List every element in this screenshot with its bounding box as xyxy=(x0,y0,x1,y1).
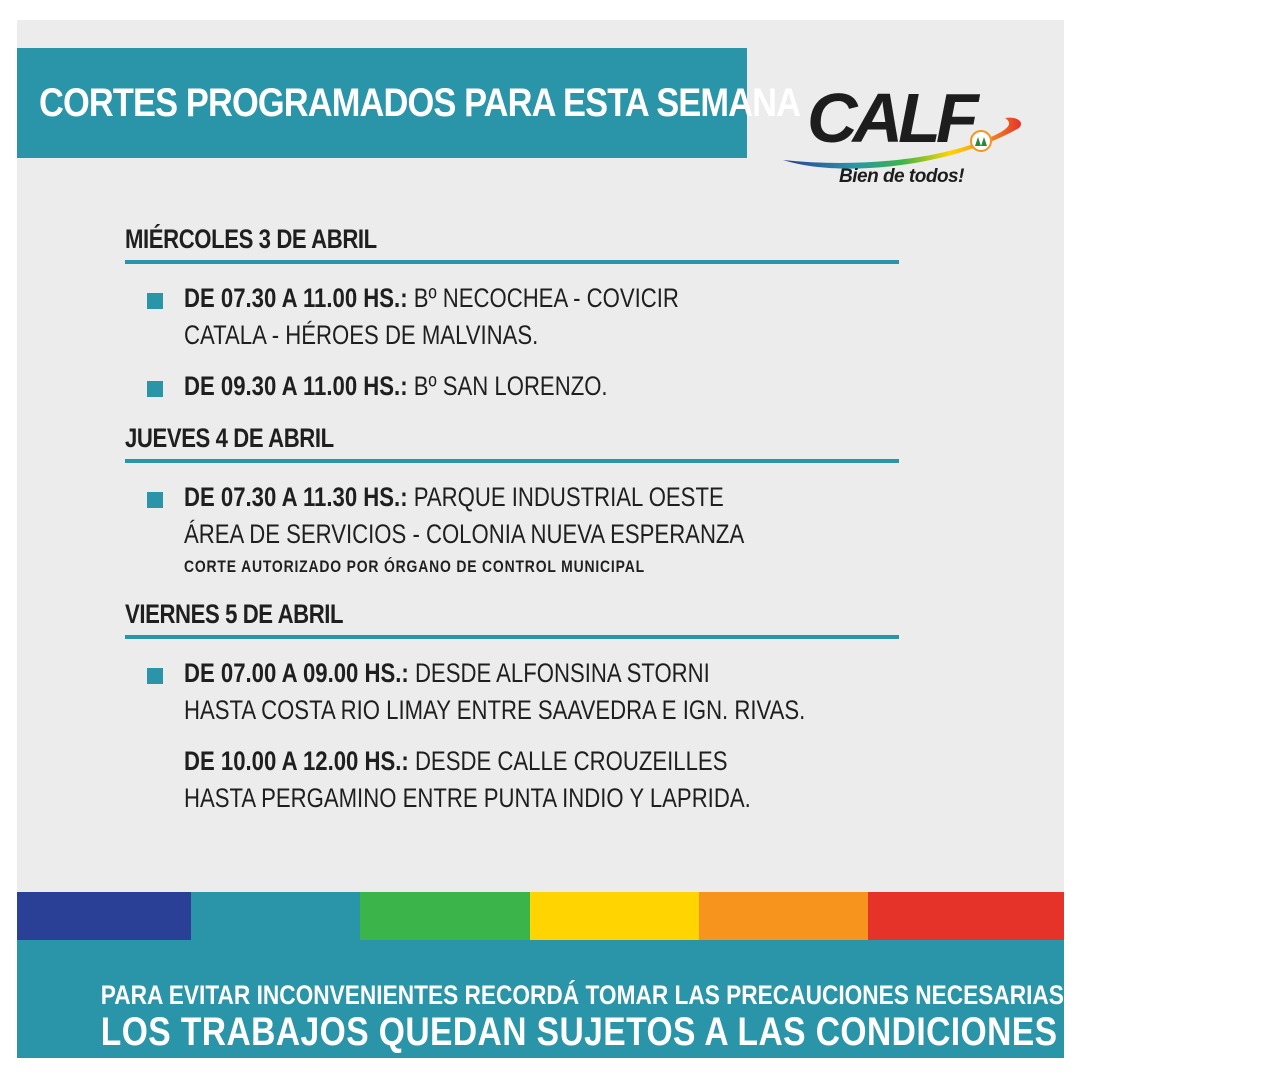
time-range: DE 07.30 A 11.00 HS.: xyxy=(184,283,408,313)
calf-logo xyxy=(779,79,1029,192)
header-band xyxy=(17,48,801,158)
stripe-orange xyxy=(699,892,868,940)
location-text: DESDE ALFONSINA STORNI xyxy=(408,658,710,688)
time-range: DE 09.30 A 11.00 HS.: xyxy=(184,371,408,401)
location-text: CATALA - HÉROES DE MALVINAS. xyxy=(184,320,539,350)
authorization-note: CORTE AUTORIZADO POR ÓRGANO DE CONTROL MUNICIPAL xyxy=(184,557,645,576)
footer-disclaimer: LOS TRABAJOS QUEDAN SUJETOS A LAS CONDICIONES CLIMÁTICAS. xyxy=(100,1010,1288,1054)
location-text: PARQUE INDUSTRIAL OESTE xyxy=(407,482,724,512)
location-text: Bº NECOCHEA - COVICIR xyxy=(407,283,679,313)
day-title: VIERNES 5 DE ABRIL xyxy=(125,599,344,629)
stripe-teal xyxy=(191,892,360,940)
time-range: DE 07.30 A 11.30 HS.: xyxy=(184,482,408,512)
schedule-list xyxy=(125,220,899,831)
stripe-blue xyxy=(17,892,191,940)
stripe-red xyxy=(868,892,1064,940)
logo-wordmark: CALF xyxy=(807,79,974,157)
day-title: MIÉRCOLES 3 DE ABRIL xyxy=(125,224,377,254)
schedule-item xyxy=(125,743,899,817)
color-stripe-bar xyxy=(17,892,1064,940)
location-text: ÁREA DE SERVICIOS - COLONIA NUEVA ESPERANZA xyxy=(184,519,745,549)
day-divider xyxy=(125,459,899,463)
page-title: CORTES PROGRAMADOS PARA ESTA SEMANA xyxy=(39,80,801,125)
footer-warning: PARA EVITAR INCONVENIENTES RECORDÁ TOMAR LAS PRECAUCIONES NECESARIAS. xyxy=(100,980,1071,1010)
day-title: JUEVES 4 DE ABRIL xyxy=(125,423,334,453)
day-divider xyxy=(125,635,899,639)
schedule-item xyxy=(125,479,899,581)
square-bullet-icon xyxy=(147,492,163,508)
location-text: HASTA PERGAMINO ENTRE PUNTA INDIO Y LAPRIDA. xyxy=(184,783,751,813)
stripe-green xyxy=(360,892,530,940)
time-range: DE 07.00 A 09.00 HS.: xyxy=(184,658,409,688)
schedule-item xyxy=(125,280,899,354)
day-section xyxy=(125,220,899,405)
day-section xyxy=(125,419,899,581)
location-text: HASTA COSTA RIO LIMAY ENTRE SAAVEDRA E IGN. RIVAS. xyxy=(184,695,806,725)
day-divider xyxy=(125,260,899,264)
time-range: DE 10.00 A 12.00 HS.: xyxy=(184,746,409,776)
schedule-item xyxy=(125,655,899,729)
location-text: DESDE CALLE CROUZEILLES xyxy=(408,746,728,776)
day-section xyxy=(125,595,899,817)
announcement-card xyxy=(17,20,1288,1058)
tree-badge-icon xyxy=(971,131,991,151)
stripe-yellow xyxy=(530,892,699,940)
location-text: Bº SAN LORENZO. xyxy=(407,371,608,401)
logo-tagline: Bien de todos! xyxy=(839,166,964,187)
square-bullet-icon xyxy=(147,293,163,309)
square-bullet-icon xyxy=(147,381,163,397)
footer-band xyxy=(17,940,1288,1058)
schedule-item xyxy=(125,368,899,405)
square-bullet-icon xyxy=(147,668,163,684)
